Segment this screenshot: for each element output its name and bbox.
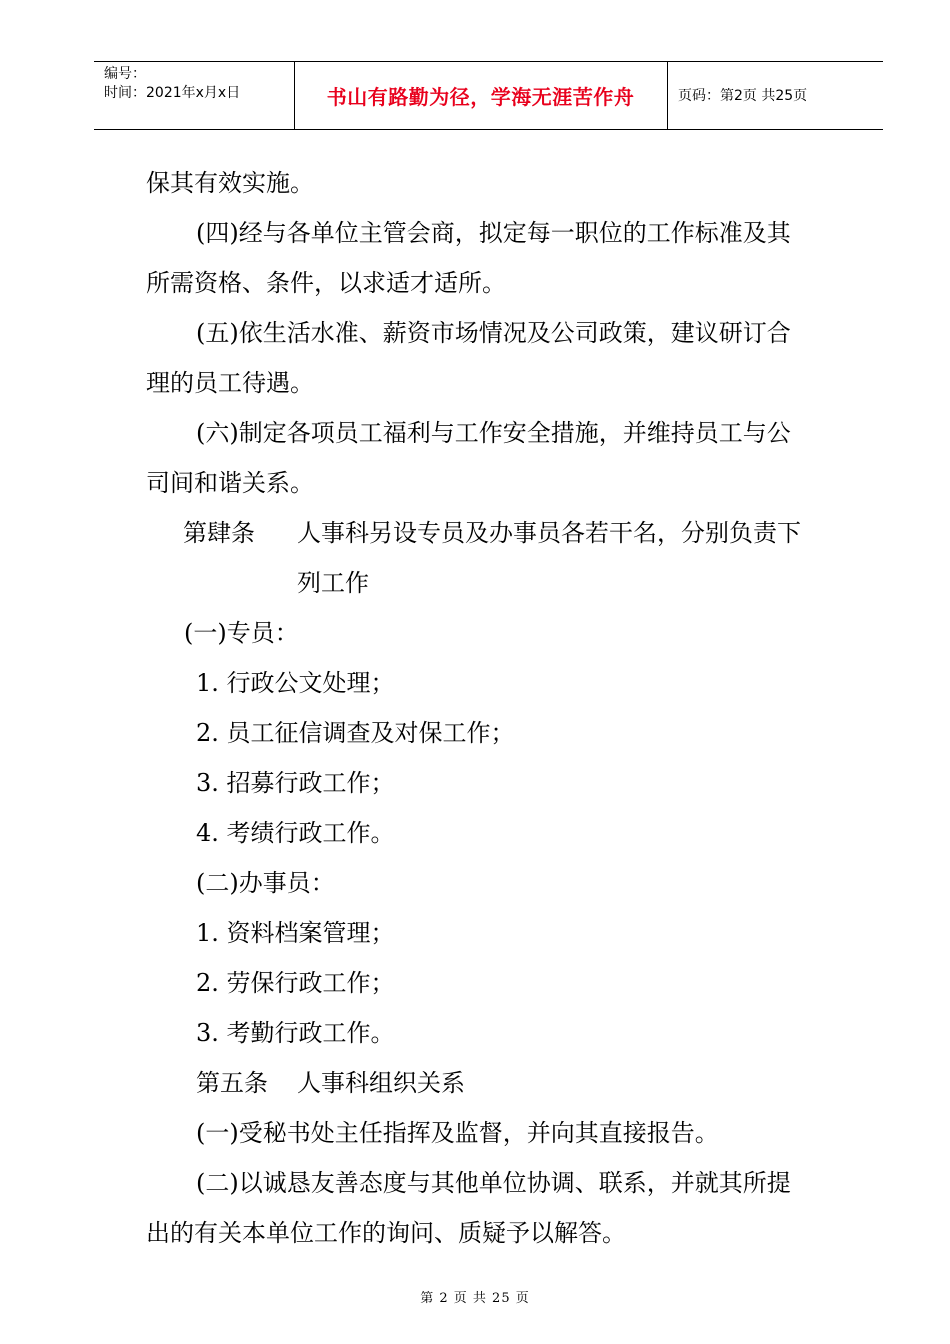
body-line: 人事科另设专员及办事员各若干名，分别负责下: [297, 519, 801, 547]
body-line: 司间和谐关系。: [146, 469, 314, 497]
list-item: 4. 考绩行政工作。: [196, 819, 395, 847]
header-divider-right: [667, 61, 668, 129]
list-item: 3. 招募行政工作；: [196, 769, 395, 797]
body-line: (五)依生活水准、薪资市场情况及公司政策，建议研订合: [196, 319, 791, 347]
body-line: 人事科组织关系: [297, 1069, 465, 1097]
body-line: (二)以诚恳友善态度与其他单位协调、联系，并就其所提: [196, 1169, 791, 1197]
body-line: 理的员工待遇。: [146, 369, 314, 397]
list-item: 3. 考勤行政工作。: [196, 1019, 395, 1047]
body-line: 所需资格、条件，以求适才适所。: [146, 269, 506, 297]
list-item: 1. 资料档案管理；: [196, 919, 395, 947]
list-item: 1. 行政公文处理；: [196, 669, 395, 697]
body-line: (一)受秘书处主任指挥及监督，并向其直接报告。: [196, 1119, 719, 1147]
body-line: 列工作: [297, 569, 369, 597]
article-number: 第五条: [196, 1069, 268, 1097]
header-bottom-rule: [94, 129, 883, 130]
header-page-info: 页码：第2页 共25页: [678, 88, 808, 104]
doc-number-label: 编号：: [104, 66, 146, 82]
list-item: 2. 劳保行政工作；: [196, 969, 395, 997]
body-line: (六)制定各项员工福利与工作安全措施，并维持员工与公: [196, 419, 791, 447]
body-line: (四)经与各单位主管会商，拟定每一职位的工作标准及其: [196, 219, 791, 247]
section-heading: (二)办事员：: [196, 869, 335, 897]
article-number: 第肆条: [183, 519, 255, 547]
section-heading: (一)专员：: [184, 619, 299, 647]
header-motto: 书山有路勤为径，学海无涯苦作舟: [326, 84, 635, 109]
body-line: 保其有效实施。: [146, 169, 314, 197]
list-item: 2. 员工征信调查及对保工作；: [196, 719, 515, 747]
doc-time-label: 时间：2021年x月x日: [104, 85, 241, 101]
body-line: 出的有关本单位工作的询问、质疑予以解答。: [146, 1219, 626, 1247]
header-meta: [104, 65, 240, 103]
page-footer: 第 2 页 共 25 页: [420, 1291, 530, 1306]
